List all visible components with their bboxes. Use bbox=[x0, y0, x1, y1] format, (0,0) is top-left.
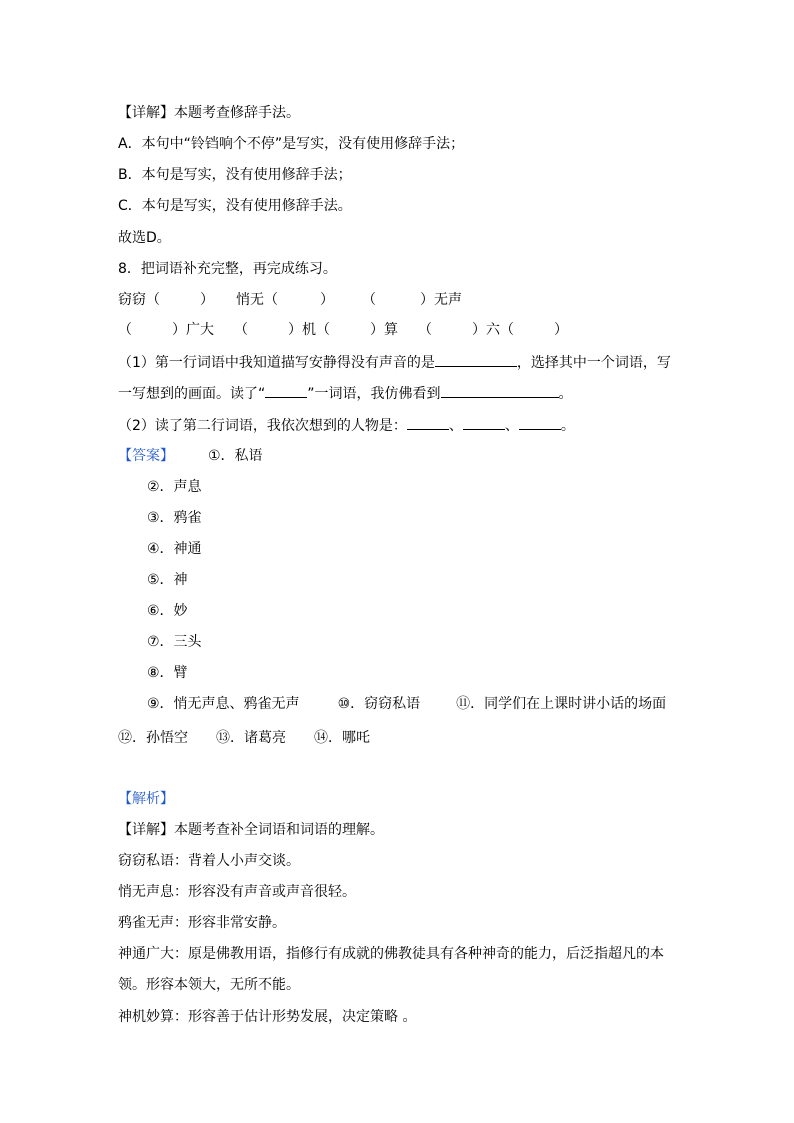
row1-word2-open: 悄无（ bbox=[236, 292, 278, 308]
subquestion-1-line1 bbox=[118, 352, 671, 373]
row2-word2-open: （ bbox=[234, 322, 248, 338]
row2-word2-close: ）算 bbox=[370, 322, 398, 338]
subquestion-1-text-e: 。 bbox=[558, 386, 573, 402]
subquestion-1-text-a: （1）第一行词语中我知道描写安静得没有声音的是 bbox=[118, 355, 435, 371]
separator: 、 bbox=[504, 418, 519, 434]
definition-line: 悄无声息：形容没有声音或声音很轻。 bbox=[118, 884, 356, 900]
row2-word3-close: ） bbox=[554, 322, 568, 338]
period: 。 bbox=[560, 418, 575, 434]
answer-item: ⑤．神 bbox=[147, 572, 188, 588]
answer-item: ⑭．哪吒 bbox=[314, 730, 370, 746]
row1-word1-open: 窃窃（ bbox=[118, 292, 160, 308]
subquestion-1-blank-1[interactable] bbox=[435, 352, 517, 367]
subquestion-2-blank-3[interactable] bbox=[519, 415, 561, 430]
answer-item: ⑥．妙 bbox=[147, 603, 188, 619]
answer-item: ⑪．同学们在上课时讲小话的场面 bbox=[456, 696, 667, 712]
separator: 、 bbox=[448, 418, 463, 434]
subquestion-1-text-c: 一写想到的画面。读了“ bbox=[118, 386, 266, 402]
question-8-title: 8．把词语补充完整，再完成练习。 bbox=[118, 261, 337, 277]
row1-word1-close: ） bbox=[200, 292, 214, 308]
subquestion-1-blank-2[interactable] bbox=[265, 383, 307, 398]
row2-word2-mid: ）机（ bbox=[288, 322, 330, 338]
option-c-text: C．本句是写实，没有使用修辞手法。 bbox=[118, 198, 352, 214]
choice-text: 故选D。 bbox=[118, 230, 171, 246]
answer-line-1 bbox=[118, 446, 263, 466]
answer-item: ⑧．臂 bbox=[147, 665, 188, 681]
answer-line-12 bbox=[118, 728, 370, 748]
subquestion-1-text-d: ”一词语，我仿佛看到 bbox=[307, 386, 441, 402]
row2-word3-mid: ）六（ bbox=[472, 322, 514, 338]
answer-line-9 bbox=[147, 694, 666, 714]
subquestion-1-line2 bbox=[118, 383, 573, 404]
row2-word1-close: ）广大 bbox=[172, 322, 214, 338]
answer-item: ①．私语 bbox=[208, 448, 263, 464]
answer-item: ④．神通 bbox=[147, 541, 202, 557]
answer-item: ⑬．诸葛亮 bbox=[216, 730, 286, 746]
definition-line: 窃窃私语：背着人小声交谈。 bbox=[118, 853, 300, 869]
answer-tag: 【答案】 bbox=[118, 448, 174, 464]
answer-item: ⑩．窃窃私语 bbox=[337, 696, 421, 712]
option-a-text: A．本句中“铃铛响个不停”是写实，没有使用修辞手法； bbox=[118, 136, 465, 152]
definition-line-continued: 领。形容本领大，无所不能。 bbox=[118, 977, 300, 993]
subquestion-2-blank-2[interactable] bbox=[463, 415, 505, 430]
detail-heading: 【详解】本题考查修辞手法。 bbox=[118, 105, 300, 121]
definition-line: 神机妙算：形容善于估计形势发展，决定策略 。 bbox=[118, 1009, 417, 1025]
subquestion-2-blank-1[interactable] bbox=[407, 415, 449, 430]
question-8-row2 bbox=[118, 320, 568, 340]
subquestion-2-text: （2）读了第二行词语，我依次想到的人物是： bbox=[118, 418, 407, 434]
answer-item: ⑦．三头 bbox=[147, 634, 202, 650]
definition-line: 鸦雀无声：形容非常安静。 bbox=[118, 915, 286, 931]
answer-item: ⑫．孙悟空 bbox=[118, 730, 188, 746]
subquestion-1-blank-3[interactable] bbox=[441, 383, 559, 398]
row1-word2-close: ） bbox=[320, 292, 334, 308]
analysis-tag: 【解析】 bbox=[118, 791, 174, 807]
subquestion-1-text-b: ，选择其中一个词语，写 bbox=[516, 355, 671, 371]
row1-word3-open: （ bbox=[362, 292, 376, 308]
answer-item: ②．声息 bbox=[147, 479, 202, 495]
row1-word3-close: ）无声 bbox=[420, 292, 462, 308]
answer-item: ⑨．悄无声息、鸦雀无声 bbox=[147, 696, 300, 712]
analysis-heading: 【详解】本题考查补全词语和词语的理解。 bbox=[118, 822, 384, 838]
row2-word1-open: （ bbox=[118, 322, 132, 338]
definition-line: 神通广大：原是佛教用语，指修行有成就的佛教徒具有各种神奇的能力，后泛指超凡的本 bbox=[118, 946, 664, 962]
row2-word3-open: （ bbox=[418, 322, 432, 338]
subquestion-2-line bbox=[118, 415, 575, 436]
option-b-text: B．本句是写实，没有使用修辞手法； bbox=[118, 167, 352, 183]
question-8-row1 bbox=[118, 290, 462, 310]
answer-item: ③．鸦雀 bbox=[147, 510, 202, 526]
